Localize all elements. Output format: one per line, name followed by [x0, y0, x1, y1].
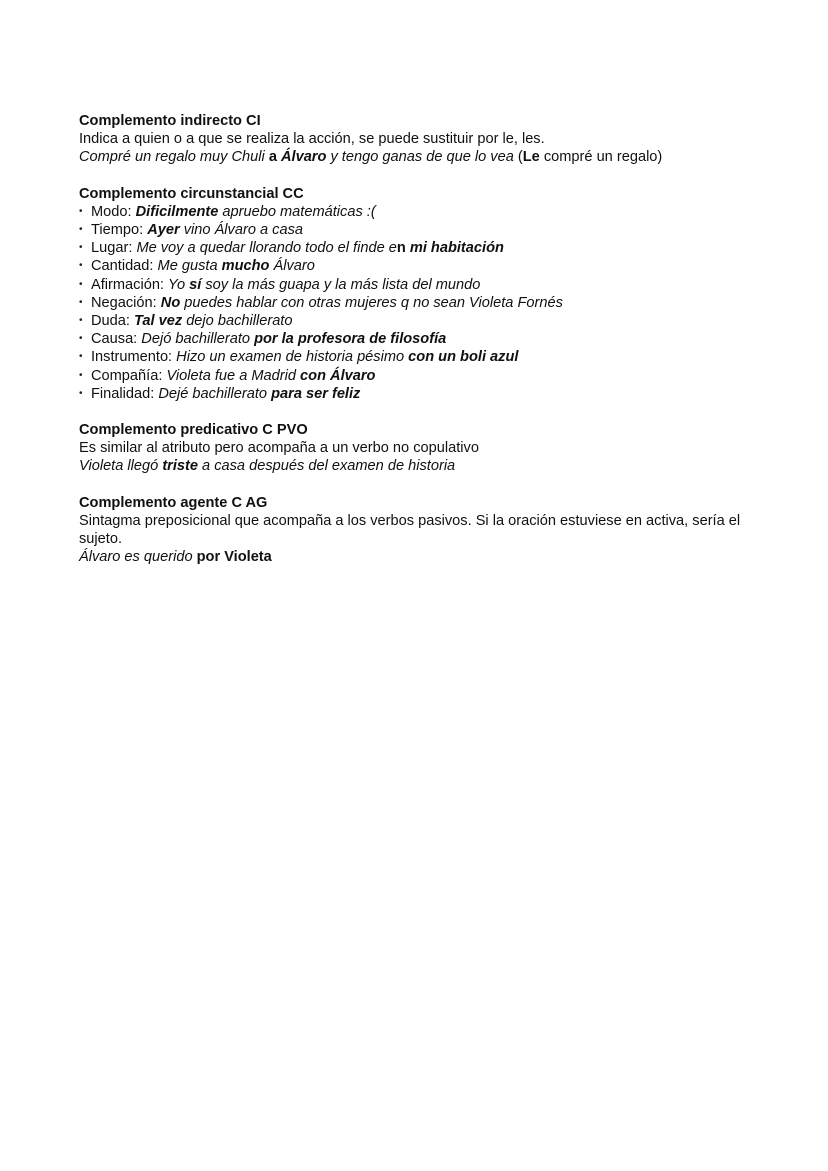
section-definition: Indica a quien o a que se realiza la acción, se puede sustituir por le, les.: [79, 131, 545, 148]
item-label: Compañía:: [91, 367, 167, 384]
example-text: y tengo ganas de que lo vea: [326, 149, 514, 166]
example-text: (: [513, 149, 523, 166]
item-label: Instrumento:: [91, 349, 177, 366]
example-highlight: Álvaro: [280, 149, 327, 166]
item-label: Modo:: [91, 203, 136, 220]
list-item: [79, 239, 749, 257]
document-page: [79, 112, 749, 584]
example-highlight: sí: [189, 276, 202, 293]
item-label: Finalidad:: [91, 385, 159, 402]
example-highlight: mucho: [221, 258, 270, 275]
example-highlight: por la profesora de filosofía: [254, 331, 447, 348]
item-label: Tiempo:: [91, 222, 148, 239]
item-label: Afirmación:: [91, 276, 169, 293]
section-complemento-indirecto: [79, 112, 749, 167]
section-complemento-circunstancial: [79, 185, 749, 403]
example-text: Violeta fue a Madrid: [166, 367, 301, 384]
example-text: apruebo matemáticas :(: [218, 203, 376, 220]
section-example: [79, 148, 749, 166]
section-heading: Complemento predicativo C PVO: [79, 422, 308, 439]
cc-type-list: [79, 203, 749, 403]
section-definition: Es similar al atributo pero acompaña a un verbo no copulativo: [79, 440, 479, 457]
example-highlight: Dificilmente: [135, 203, 219, 220]
section-example: [79, 457, 749, 475]
section-heading: Complemento indirecto CI: [79, 113, 261, 129]
example-highlight: con Álvaro: [300, 367, 376, 384]
section-heading: Complemento circunstancial CC: [79, 185, 304, 202]
example-highlight: Ayer: [147, 222, 180, 239]
example-text: Me gusta: [157, 258, 222, 275]
example-text: a casa después del examen de historia: [198, 458, 456, 475]
section-complemento-predicativo: [79, 421, 749, 476]
list-item: [79, 257, 749, 275]
item-label: Negación:: [91, 294, 161, 311]
example-text: vino Álvaro a casa: [179, 222, 303, 239]
example-text: Dejó bachillerato: [141, 331, 255, 348]
item-label: Causa:: [91, 331, 142, 348]
example-text: Compré un regalo muy Chuli: [79, 149, 269, 166]
example-text: compré un regalo): [539, 149, 663, 166]
list-item: [79, 330, 749, 348]
example-highlight: mi habitación: [405, 240, 504, 257]
example-text: Yo: [168, 276, 190, 293]
item-label: Cantidad:: [91, 258, 158, 275]
list-item: [79, 367, 749, 385]
example-highlight: No: [160, 294, 181, 311]
example-text: soy la más guapa y la más lista del mundo: [201, 276, 481, 293]
list-item: [79, 312, 749, 330]
example-text: Violeta llegó: [79, 458, 163, 475]
list-item: [79, 221, 749, 239]
example-highlight: n: [396, 240, 406, 257]
section-example: [79, 548, 749, 566]
list-item: [79, 203, 749, 221]
list-item: [79, 276, 749, 294]
section-definition: Sintagma preposicional que acompaña a los verbos pasivos. Si la oración estuviese en activa, sería el sujeto.: [79, 512, 741, 548]
example-highlight: a: [268, 149, 281, 166]
list-item: [79, 348, 749, 366]
section-complemento-agente: [79, 494, 749, 567]
item-label: Duda:: [91, 313, 134, 330]
example-highlight: con un boli azul: [408, 349, 519, 366]
example-text: Dejé bachillerato: [158, 385, 272, 402]
example-highlight: para ser feliz: [271, 385, 361, 402]
example-text: Álvaro: [269, 258, 315, 275]
example-text: Me voy a quedar llorando todo el finde e: [136, 240, 397, 257]
list-item: [79, 385, 749, 403]
example-text: Hizo un examen de historia pésimo: [176, 349, 409, 366]
example-text: dejo bachillerato: [182, 313, 293, 330]
example-highlight: por Violeta: [192, 549, 272, 566]
example-highlight: triste: [162, 458, 198, 475]
example-text: puedes hablar con otras mujeres q no sean Violeta Fornés: [180, 294, 563, 311]
list-item: [79, 294, 749, 312]
section-heading: Complemento agente C AG: [79, 494, 268, 511]
example-highlight: Le: [522, 149, 540, 166]
example-text: Álvaro es querido: [79, 549, 193, 566]
item-label: Lugar:: [91, 240, 137, 257]
example-highlight: Tal vez: [134, 313, 183, 330]
